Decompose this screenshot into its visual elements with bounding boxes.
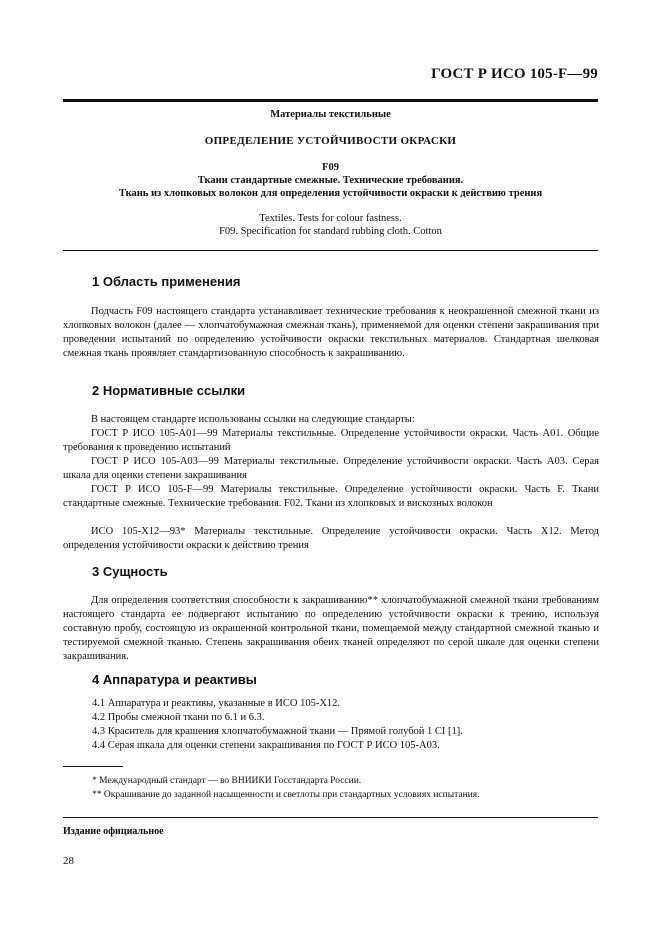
reference-item: ГОСТ Р ИСО 105-F—99 Материалы текстильные. Определение устойчивости окраски. Часть F. Ткани стандартные смежные. Технические требования. F02. Ткани из хлопковых и вискозных волокон <box>63 484 599 509</box>
section-1-text: Подчасть F09 настоящего стандарта устанавливает технические требования к неокрашенной смежной ткани из хлопковых волокон (далее — хлопчатобумажная смежная ткань), применяемой для оценки степени закрашивания при проведении испытаний по определению устойчивости окраски текстильных материалов. Стандартная шелковая смежная ткань проявляет стандартизованную способность к закрашиванию. <box>63 306 599 359</box>
edition-label: Издание официальное <box>63 826 164 837</box>
footer-rule <box>63 817 598 818</box>
english-title-2: F09. Specification for standard rubbing cloth. Cotton <box>219 226 442 237</box>
footnote-2: ** Окрашивание до заданной насыщенности и светлоты при стандартных условиях испытания. <box>92 790 480 800</box>
page-number: 28 <box>63 855 74 867</box>
reference-item: ГОСТ Р ИСО 105-А01—99 Материалы текстильные. Определение устойчивости окраски. Часть А01. Общие требования к проведению испытаний <box>63 428 599 453</box>
subtitle-1: Ткани стандартные смежные. Технические требования. <box>197 175 464 186</box>
section-2-heading: 2 Нормативные ссылки <box>92 383 246 398</box>
subtitle-2: Ткань из хлопковых волокон для определения устойчивости окраски к действию трения <box>118 188 543 199</box>
footnote-1: * Международный стандарт — во ВНИИКИ Госстандарта России. <box>92 776 362 786</box>
footnote-rule <box>63 766 123 767</box>
list-item: 4.3 Краситель для крашения хлопчатобумажной ткани — Прямой голубой 1 CI [1]. <box>92 726 463 737</box>
section-1-heading: 1 Область применения <box>92 274 241 289</box>
reference-item: ГОСТ Р ИСО 105-А03—99 Материалы текстильные. Определение устойчивости окраски. Часть А03. Серая шкала для оценки степени закрашивания <box>63 456 599 481</box>
list-item: 4.4 Серая шкала для оценки степени закрашивания по ГОСТ Р ИСО 105-А03. <box>92 740 440 751</box>
section-4-heading: 4 Аппаратура и реактивы <box>92 672 257 687</box>
standard-category: Материалы текстильные <box>270 109 391 120</box>
standard-title: ОПРЕДЕЛЕНИЕ УСТОЙЧИВОСТИ ОКРАСКИ <box>204 135 457 147</box>
part-code: F09 <box>322 162 339 173</box>
list-item: 4.1 Аппаратура и реактивы, указанные в ИСО 105-Х12. <box>92 698 341 709</box>
reference-item: ИСО 105-Х12—93* Материалы текстильные. Определение устойчивости окраски. Часть Х12. Метод определения устойчивости окраски к действию трения <box>63 526 599 551</box>
document-code: ГОСТ Р ИСО 105-F—99 <box>431 66 598 82</box>
list-item: 4.2 Пробы смежной ткани по 6.1 и 6.3. <box>92 712 265 723</box>
section-2-intro: В настоящем стандарте использованы ссылки на следующие стандарты: <box>91 414 415 425</box>
english-title-1: Textiles. Tests for colour fastness. <box>259 213 402 224</box>
section-3-heading: 3 Сущность <box>92 564 168 579</box>
section-3-text: Для определения соответствия способности к закрашиванию** хлопчатобумажной смежной ткани требованиям настоящего стандарта ее подвергают испытанию по определению устойчивости окраски к трению, используя составную пробу, состоящую из окрашенной контрольной ткани, помещаемой между стандартной смежной тканью и тестируемой смежной тканью. Степень закрашивания обеих тканей определяют по серой шкале для оценки степени закрашивания. <box>63 595 599 662</box>
header-rule <box>63 99 598 102</box>
title-rule <box>63 250 598 251</box>
